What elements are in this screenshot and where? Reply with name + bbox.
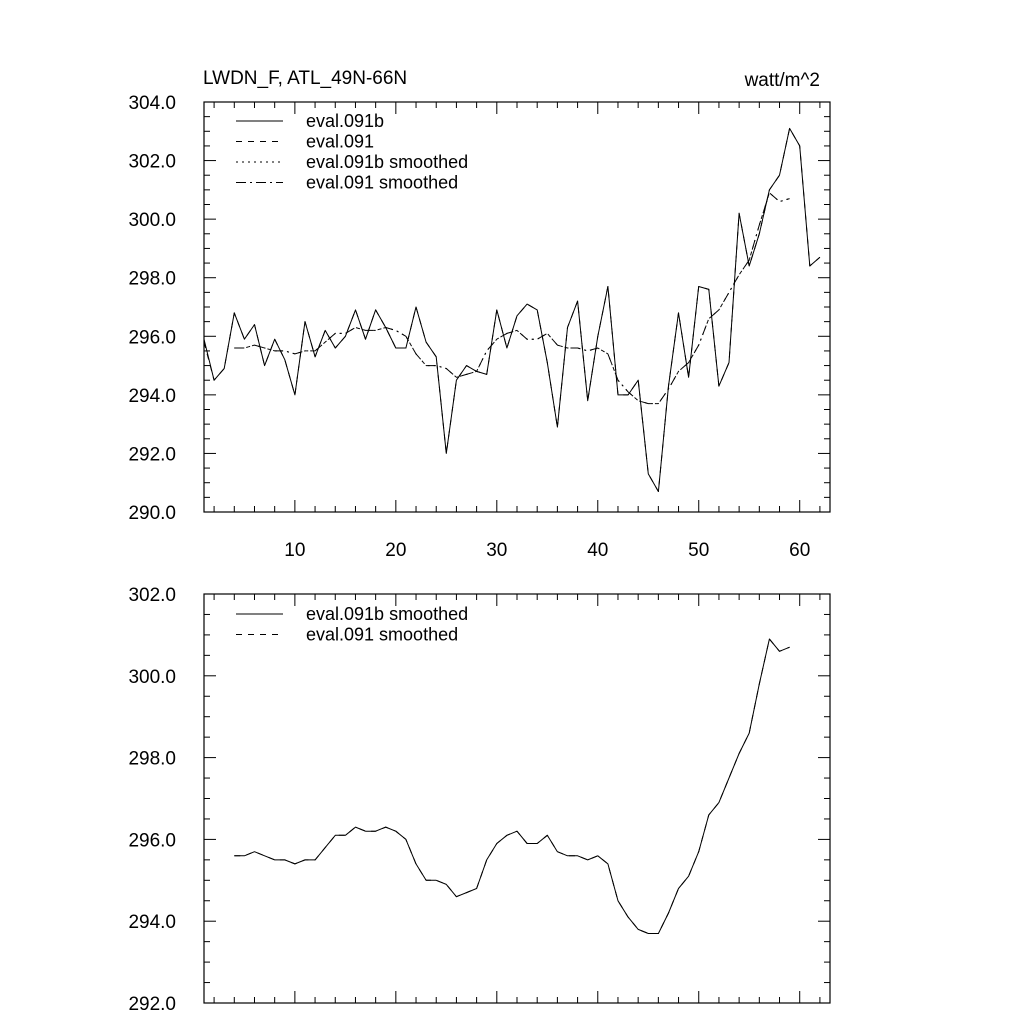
top-panel xyxy=(128,68,830,561)
series-line xyxy=(234,639,789,934)
y-tick-label: 298.0 xyxy=(128,748,176,770)
series-line xyxy=(204,128,820,491)
x-tick-label: 20 xyxy=(385,540,407,561)
units-label: watt/m^2 xyxy=(744,70,820,91)
plot-frame xyxy=(204,102,830,512)
y-tick-label: 304.0 xyxy=(128,93,176,114)
y-tick-label: 294.0 xyxy=(128,912,176,934)
y-tick-label: 294.0 xyxy=(128,385,176,407)
y-tick-label: 292.0 xyxy=(128,994,176,1015)
series-line xyxy=(234,639,789,934)
y-tick-label: 302.0 xyxy=(128,151,176,173)
x-tick-label: 50 xyxy=(688,540,710,561)
y-tick-label: 300.0 xyxy=(128,666,176,688)
legend-label: eval.091b xyxy=(306,111,385,131)
y-tick-label: 296.0 xyxy=(128,327,176,349)
x-tick-label: 30 xyxy=(486,540,508,561)
y-tick-label: 298.0 xyxy=(128,268,176,290)
chart-title: LWDN_F, ATL_49N-66N xyxy=(203,68,408,89)
x-tick-label: 60 xyxy=(789,540,811,561)
series-line xyxy=(234,193,789,404)
y-tick-label: 292.0 xyxy=(128,444,176,466)
x-tick-label: 10 xyxy=(284,540,306,561)
legend-label: eval.091 smoothed xyxy=(306,624,459,645)
series-line xyxy=(234,193,789,404)
x-tick-label: 40 xyxy=(587,540,609,561)
plot-frame xyxy=(204,594,830,1003)
legend-label: eval.091b smoothed xyxy=(306,152,469,172)
y-tick-label: 302.0 xyxy=(128,585,176,606)
legend-label: eval.091 xyxy=(306,131,375,152)
y-tick-label: 290.0 xyxy=(128,503,176,524)
bottom-panel xyxy=(128,585,830,1015)
y-tick-label: 296.0 xyxy=(128,830,176,852)
legend-label: eval.091b smoothed xyxy=(306,604,469,624)
series-line xyxy=(204,128,820,491)
y-tick-label: 300.0 xyxy=(128,210,176,232)
legend-label: eval.091 smoothed xyxy=(306,172,459,193)
